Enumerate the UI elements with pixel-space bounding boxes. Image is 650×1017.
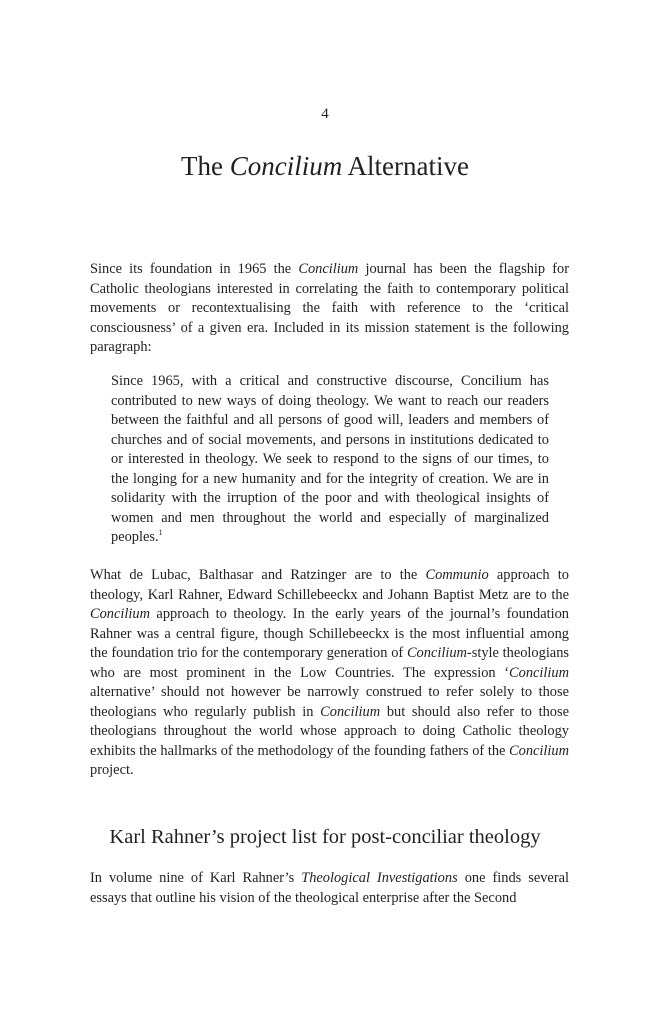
chapter-title-post: Alternative [342,151,469,181]
chapter-title-pre: The [181,151,230,181]
journal-name: Concilium [509,664,569,681]
text-run: but should also refer to those theologians throughout the world whose approach to doing Catholic theology exhibits the hallmarks of the methodology of the founding fathers of the [90,703,569,759]
text-run: approach to theology, Karl Rahner, Edward Schillebeeckx and Johann Baptist Metz are to the [90,567,569,603]
section-heading: Karl Rahner’s project list for post-conciliar theology [109,826,541,848]
text-run: journal has been the flagship for Catholic theologians interested in correlating the faith to contemporary political movements or recontextualising the faith with reference to the ‘critical consciousness’ of a given era. Included in its mission statement is the following paragraph: [90,261,570,355]
text-run: -style theologians who are most prominent in the Low Countries. The expression ‘ [90,645,569,681]
journal-name: Communio [425,567,489,583]
chapter-number: 4 [321,106,329,122]
body-paragraph-3 [90,869,569,908]
text-run: one finds several essays that outline his vision of the theological enterprise after the Second [90,870,569,906]
journal-name: Concilium [298,261,359,277]
chapter-title [0,148,650,184]
block-quote [111,372,549,548]
footnote-marker: 1 [158,528,163,538]
text-run: In volume nine of Karl Rahner’s [90,870,302,886]
text-run: What de Lubac, Balthasar and Ratzinger are to the [90,567,426,583]
text-run: project. [90,762,134,778]
body-paragraph-2 [90,566,569,781]
text-run: approach to theology. In the early years of the journal’s foundation Rahner was a central figure, though Schillebeeckx is the most influential among the foundation trio for the contemporary generation of [90,606,569,661]
text-run: Since its foundation in 1965 the [90,261,299,277]
quote-text: Since 1965, with a critical and constructive discourse, Concilium has contributed to new ways of doing theology. We want to reach our readers between the faithful and all persons of good will, leaders and members of churches and of social movements, and persons in institutions dedicated to or interested in theology. We seek to respond to the signs of our times, to the longing for a new humanity and for the integrity of creation. We are in solidarity with the irruption of the poor and with theological insights of women and men throughout the world and especially of marginalized peoples. [111,373,549,545]
book-title: Theological Investigations [301,870,458,886]
journal-name: Concilium [406,645,467,661]
body-paragraph-1 [90,260,569,358]
journal-name: Concilium [509,742,569,759]
text-run: alternative’ should not however be narrowly construed to refer solely to those theologians who regularly publish in [90,684,569,720]
chapter-title-italic: Concilium [229,151,343,181]
journal-name: Concilium [320,703,381,720]
journal-name: Concilium [90,606,150,622]
